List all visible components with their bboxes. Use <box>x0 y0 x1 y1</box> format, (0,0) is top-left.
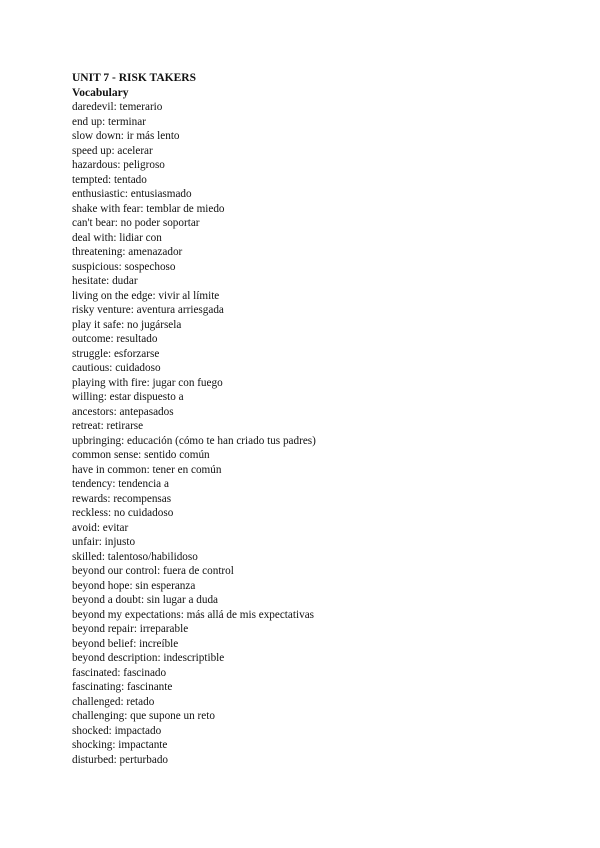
vocabulary-item: common sense: sentido común <box>72 449 210 461</box>
vocabulary-heading: Vocabulary <box>72 86 129 99</box>
vocabulary-item: outcome: resultado <box>72 333 158 345</box>
vocabulary-item: beyond repair: irreparable <box>72 623 189 635</box>
vocabulary-item: beyond hope: sin esperanza <box>72 579 196 592</box>
vocabulary-item: challenged: retado <box>72 695 155 708</box>
vocabulary-item: have in common: tener en común <box>72 463 222 476</box>
vocabulary-item: enthusiastic: entusiasmado <box>72 188 192 200</box>
vocabulary-item: fascinated: fascinado <box>72 666 167 679</box>
vocabulary-item: challenging: que supone un reto <box>72 710 215 722</box>
vocabulary-item: slow down: ir más lento <box>72 130 180 142</box>
vocabulary-item: beyond a doubt: sin lugar a duda <box>72 594 219 606</box>
vocabulary-item: struggle: esforzarse <box>72 347 160 360</box>
vocabulary-item: beyond belief: increíble <box>72 637 179 650</box>
vocabulary-item: ancestors: antepasados <box>72 405 174 418</box>
vocabulary-item: shocking: impactante <box>72 739 168 751</box>
vocabulary-item: living on the edge: vivir al límite <box>72 289 220 302</box>
vocabulary-item: deal with: lidiar con <box>72 231 162 244</box>
vocabulary-item: end up: terminar <box>72 115 146 128</box>
vocabulary-item: reckless: no cuidadoso <box>72 507 174 519</box>
vocabulary-item: shake with fear: temblar de miedo <box>72 202 225 215</box>
vocabulary-item: play it safe: no jugársela <box>72 318 182 331</box>
vocabulary-item: playing with fire: jugar con fuego <box>72 376 223 389</box>
vocabulary-item: upbringing: educación (cómo te han criado tus padres) <box>72 434 316 447</box>
vocabulary-item: unfair: injusto <box>72 536 136 548</box>
vocabulary-item: threatening: amenazador <box>72 246 183 258</box>
vocabulary-item: tendency: tendencia a <box>72 478 169 490</box>
vocabulary-item: hazardous: peligroso <box>72 159 165 171</box>
vocabulary-item: hesitate: dudar <box>72 275 138 287</box>
vocabulary-item: rewards: recompensas <box>72 492 172 505</box>
document-page <box>72 71 572 767</box>
vocabulary-item: avoid: evitar <box>72 521 129 534</box>
vocabulary-item: can't bear: no poder soportar <box>72 217 200 229</box>
vocabulary-item: beyond our control: fuera de control <box>72 565 234 577</box>
vocabulary-item: speed up: acelerar <box>72 144 153 157</box>
vocabulary-item: risky venture: aventura arriesgada <box>72 304 224 316</box>
vocabulary-item: cautious: cuidadoso <box>72 362 161 374</box>
vocabulary-item: shocked: impactado <box>72 724 162 737</box>
vocabulary-item: beyond description: indescriptible <box>72 652 225 664</box>
vocabulary-item: skilled: talentoso/habilidoso <box>72 550 198 563</box>
vocabulary-item: willing: estar dispuesto a <box>72 391 184 403</box>
vocabulary-item: daredevil: temerario <box>72 101 163 113</box>
vocabulary-item: beyond my expectations: más allá de mis expectativas <box>72 608 315 621</box>
vocabulary-item: suspicious: sospechoso <box>72 260 176 273</box>
vocabulary-item: retreat: retirarse <box>72 420 144 432</box>
vocabulary-item: disturbed: perturbado <box>72 753 169 766</box>
vocabulary-item: tempted: tentado <box>72 173 147 186</box>
vocabulary-list <box>72 100 572 767</box>
unit-title: UNIT 7 - RISK TAKERS <box>72 72 196 84</box>
vocabulary-item: fascinating: fascinante <box>72 681 173 693</box>
